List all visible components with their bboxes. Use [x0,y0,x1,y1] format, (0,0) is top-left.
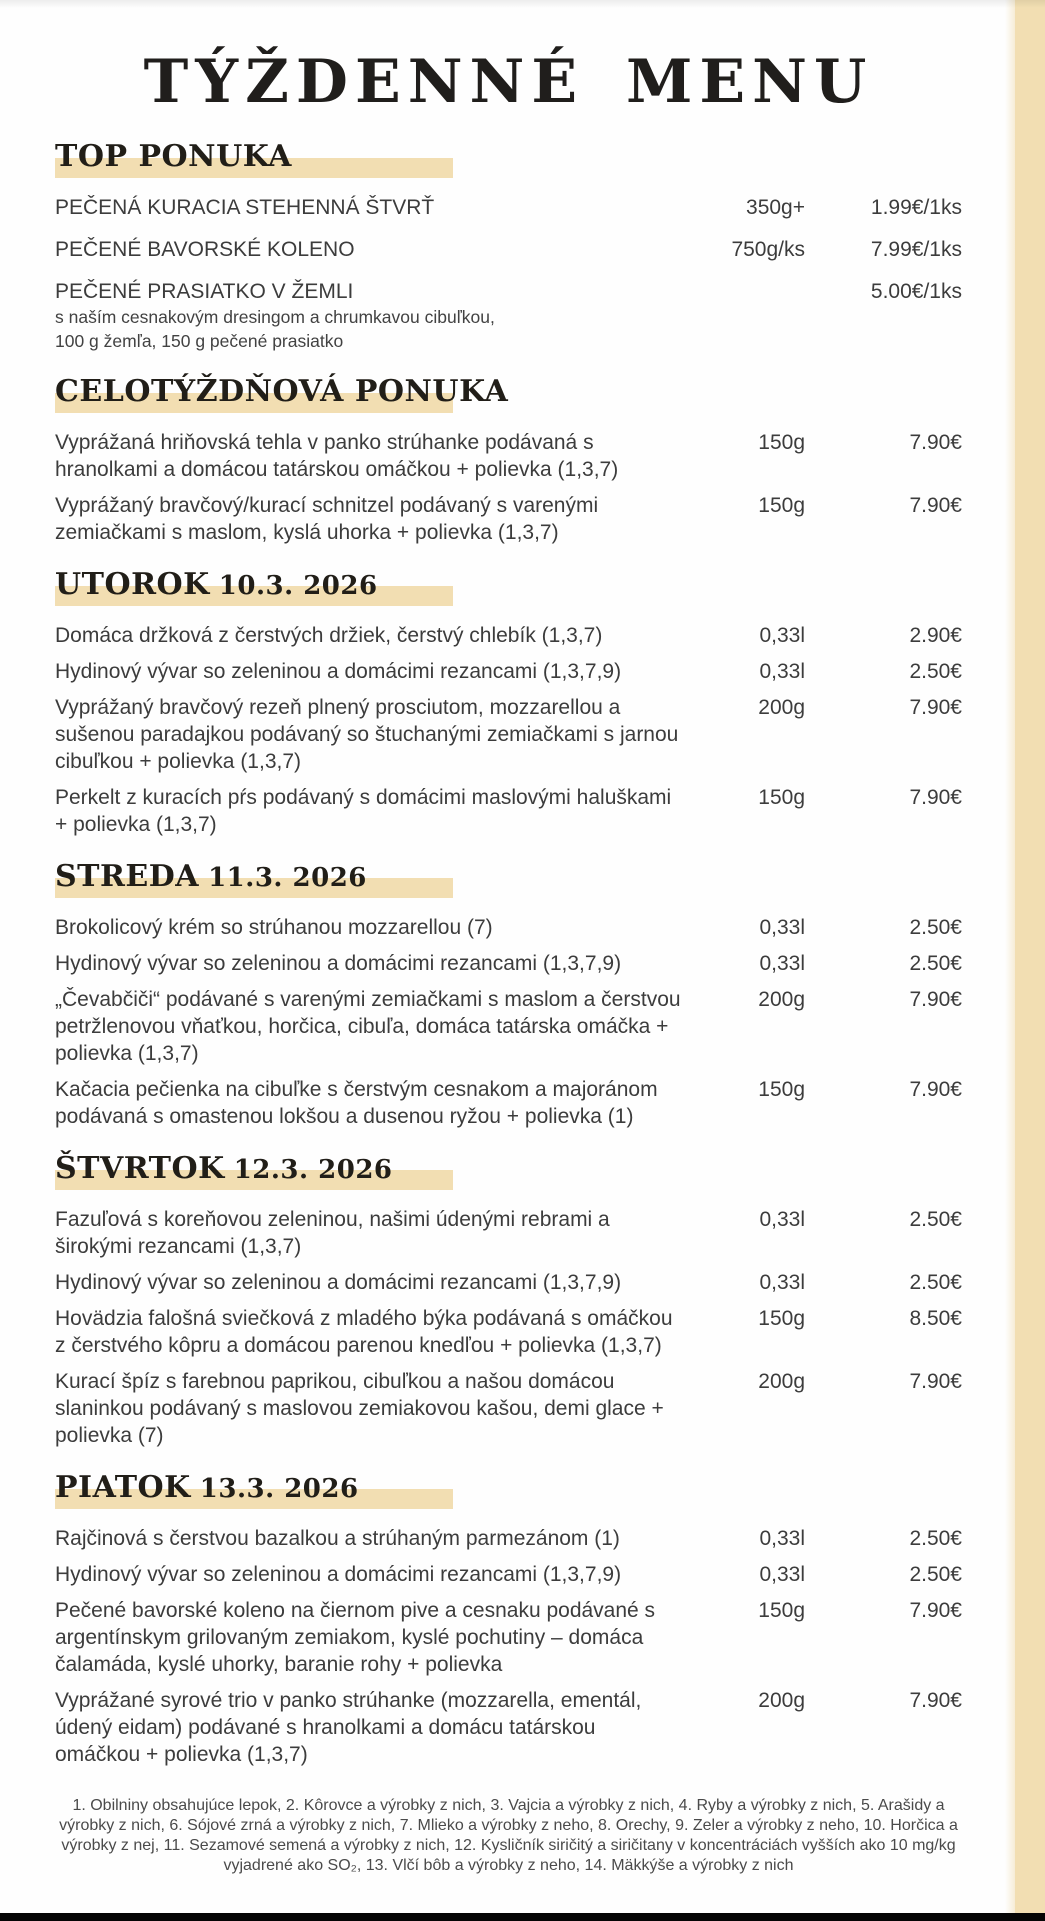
dish-name: Hydinový vývar so zeleninou a domácimi rezancami (1,3,7,9) [55,1271,622,1294]
dish-price: 2.50€ [909,1563,962,1586]
dish-portion: 0,33l [759,952,805,975]
section-date: 11.3. 2026 [208,863,367,893]
section-date: 10.3. 2026 [218,571,378,601]
dish-portion: 200g [758,696,805,719]
dish-portion: 150g [758,431,805,454]
section-header [55,373,962,415]
menu-item-row [55,1269,962,1296]
menu-item-row [55,694,962,775]
menu-content [55,0,962,1876]
dish-portion: 200g [758,1370,805,1393]
dish-price: 7.90€ [909,1370,962,1393]
dish-portion: 750g/ks [731,238,805,261]
top-shadow [0,0,1045,8]
dish-portion: 0,33l [759,1271,805,1294]
dish-price: 7.90€ [909,696,962,719]
dish-description-line: s naším cesnakovým dresingom a chrumkavou cibuľkou, [55,307,495,327]
dish-name: Hydinový vývar so zeleninou a domácimi rezancami (1,3,7,9) [55,952,622,975]
dish-name: Domáca držková z čerstvých držiek, čerstvý chlebík (1,3,7) [55,624,603,647]
dish-name: Perkelt z kuracích pŕs podávaný s domácimi maslovými haluškami + polievka (1,3,7) [55,786,672,836]
section-title: CELOTÝŽDŇOVÁ PONUKA [55,374,509,409]
dish-price: 7.90€ [909,1599,962,1622]
dish-name: Rajčinová s čerstvou bazalkou a strúhaným parmezánom (1) [55,1527,620,1550]
dish-name: Hovädzia falošná sviečková z mladého býka podávaná s omáčkou z čerstvého kôpru a domácou parenou knedľou + polievka (1,3,7) [55,1307,673,1357]
dish-name: Kurací špíz s farebnou paprikou, cibuľkou a našou domácou slaninkou podávaný s maslovou zemiakovou kašou, demi glace + polievka (7) [55,1370,664,1447]
menu-item-row [55,1561,962,1588]
section-title: TOP PONUKA [55,139,292,174]
dish-name: Pečené bavorské koleno na čiernom pive a cesnaku podávané s argentínskym grilovaným zemiakom, kyslé pochutiny – domáca čalamáda, kyslé uhorky, baranie rohy + polievka [55,1599,656,1676]
dish-portion: 0,33l [759,1563,805,1586]
dish-price: 7.90€ [909,988,962,1011]
menu-item-row [55,622,962,649]
section-title: ŠTVRTOK [55,1151,225,1186]
dish-price: 2.50€ [909,1271,962,1294]
menu-item-row [55,1525,962,1552]
menu-item-row [55,950,962,977]
page-title: TÝŽDENNÉ MENU [143,47,874,117]
section-date: 12.3. 2026 [233,1155,393,1185]
menu-item-row [55,784,962,838]
dish-portion: 150g [758,1078,805,1101]
dish-portion: 200g [758,1689,805,1712]
dish-portion: 0,33l [759,1527,805,1550]
dish-portion: 0,33l [759,1208,805,1231]
dish-description-line: 100 g žemľa, 150 g pečené prasiatko [55,331,344,351]
menu-item-row [55,658,962,685]
menu-item-row [55,1305,962,1359]
dish-portion: 0,33l [759,916,805,939]
menu-item-row [55,278,962,353]
section-header [55,1150,962,1192]
bottom-black-bar [0,1913,1045,1921]
menu-item-row [55,1076,962,1130]
dish-portion: 0,33l [759,624,805,647]
dish-name: Vyprážané syrové trio v panko strúhanke (mozzarella, ementál, údený eidam) podávané s hranolkami a domácu tatárskou omáčkou + polievka (1,3,7) [55,1689,642,1766]
section-utorok [55,566,962,838]
dish-name: PEČENÁ KURACIA STEHENNÁ ŠTVRŤ [55,196,435,219]
menu-item-row [55,194,962,221]
section-header [55,138,962,180]
dish-price: 2.50€ [909,1208,962,1231]
menu-item-row [55,1368,962,1449]
dish-name: Hydinový vývar so zeleninou a domácimi rezancami (1,3,7,9) [55,660,622,683]
dish-price: 1.99€/1ks [870,196,962,219]
dish-portion: 200g [758,988,805,1011]
dish-name: „Čevabčiči“ podávané s varenými zemiačkami s maslom a čerstvou petržlenovou vňaťkou, horčica, cibuľa, domáca tatárska omáčka + polievka (1,3,7) [55,988,681,1065]
dish-name: PEČENÉ BAVORSKÉ KOLENO [55,238,355,261]
dish-name: Hydinový vývar so zeleninou a domácimi rezancami (1,3,7,9) [55,1563,622,1586]
section-header [55,1469,962,1511]
dish-price: 2.50€ [909,952,962,975]
dish-price: 2.90€ [909,624,962,647]
dish-price: 2.50€ [909,1527,962,1550]
dish-price: 7.90€ [909,1689,962,1712]
dish-price: 2.50€ [909,916,962,939]
dish-name: Vyprážaný bravčový/kurací schnitzel podávaný s varenými zemiačkami s maslom, kyslá uhorka + polievka (1,3,7) [55,494,599,544]
section-celotyzdnova-ponuka [55,373,962,546]
menu-item-row [55,914,962,941]
dish-portion: 150g [758,1599,805,1622]
menu-item-row [55,986,962,1067]
section-stvrtok [55,1150,962,1449]
dish-name: Fazuľová s koreňovou zeleninou, našimi údenými rebrami a širokými rezancami (1,3,7) [55,1208,610,1258]
right-accent-strip [1015,0,1045,1913]
section-top-ponuka [55,138,962,353]
section-title: PIATOK [55,1470,191,1505]
allergen-legend: 1. Obilniny obsahujúce lepok, 2. Kôrovce a výrobky z nich, 3. Vajcia a výrobky z nich, 4. Ryby a výrobky z nich, 5. Arašidy a výrobky z nich, 6. Sójové zrná a výrobky z nich, 7. Mlieko a výrobky z neho, 8. Orechy, 9. Zeler a výrobky z neho, 10. Horčica a výrobky z nej, 11. Sezamové semená a výrobky z nich, 12. Kysličník siričitý a siričitany v koncentráciách vyšších ako 10 mg/kg vyjadrené ako SO₂, 13. Vlčí bôb a výrobky z neho, 14. Mäkkýše a výrobky z nich [59,1797,958,1874]
dish-name: Vyprážaný bravčový rezeň plnený prosciutom, mozzarellou a sušenou paradajkou podávaný so štuchanými zemiačkami s jarnou cibuľkou + polievka (1,3,7) [55,696,679,773]
dish-price: 7.99€/1ks [870,238,962,261]
dish-portion: 0,33l [759,660,805,683]
dish-price: 5.00€/1ks [870,280,962,303]
section-title: UTOROK [55,567,210,602]
dish-name: PEČENÉ PRASIATKO V ŽEMLI [55,280,354,303]
dish-price: 8.50€ [909,1307,962,1330]
dish-price: 7.90€ [909,431,962,454]
dish-name: Brokolicový krém so strúhanou mozzarellou (7) [55,916,493,939]
dish-portion: 150g [758,786,805,809]
dish-price: 7.90€ [909,1078,962,1101]
section-piatok [55,1469,962,1768]
dish-name: Vyprážaná hriňovská tehla v panko strúhanke podávaná s hranolkami a domácou tatárskou omáčkou + polievka (1,3,7) [55,431,619,481]
menu-item-row [55,429,962,483]
section-header [55,566,962,608]
section-title: STREDA [55,859,200,894]
menu-item-row [55,1206,962,1260]
dish-name: Kačacia pečienka na cibuľke s čerstvým cesnakom a majoránom podávaná s omastenou lokšou a dusenou ryžou + polievka (1) [55,1078,658,1128]
menu-item-row [55,1687,962,1768]
dish-price: 7.90€ [909,786,962,809]
section-date: 13.3. 2026 [199,1474,359,1504]
menu-item-row [55,236,962,263]
menu-item-row [55,1597,962,1678]
dish-portion: 150g [758,494,805,517]
dish-price: 7.90€ [909,494,962,517]
dish-portion: 350g+ [746,196,805,219]
menu-item-row [55,492,962,546]
section-header [55,858,962,900]
section-streda [55,858,962,1130]
dish-portion: 150g [758,1307,805,1330]
dish-price: 2.50€ [909,660,962,683]
